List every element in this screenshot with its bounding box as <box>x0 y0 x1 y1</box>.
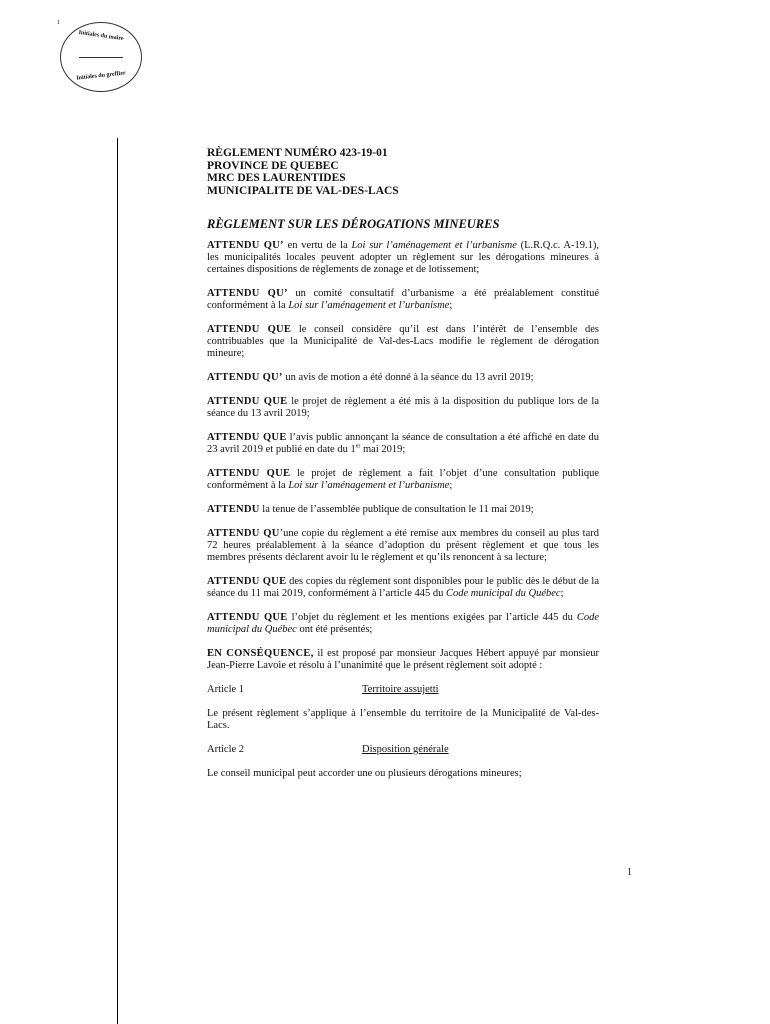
bottom-page-number: 1 <box>627 867 632 878</box>
paragraph-3: ATTENDU QUE le conseil considère qu’il est dans l’intérêt de l’ensemble des contribuables que la Municipalité de Val-des-Lacs modifie le règlement de dérogation mineure; <box>207 324 599 359</box>
article-1-label: Article 1 <box>207 684 245 695</box>
article-1-title: Territoire assujetti <box>362 684 439 695</box>
article-2-title: Disposition générale <box>362 744 449 755</box>
paragraph-9: ATTENDU QU’une copie du règlement a été remise aux membres du conseil au plus tard 72 heures préalablement à la séance d’adoption du présent règlement et que tous les membres présents déclarent avoir lu le règlement et qu’ils renoncent à sa lecture; <box>207 528 600 563</box>
article-2-label: Article 2 <box>207 744 245 755</box>
paragraph-6: ATTENDU QUE l’avis public annonçant la séance de consultation a été affiché en date du 23 avril 2019 et publié en date du 1er mai 2019; <box>207 432 599 455</box>
seal-mayor-initials: Initiales du maire <box>78 29 124 43</box>
document-title: RÈGLEMENT SUR LES DÉROGATIONS MINEURES <box>207 217 500 231</box>
paragraph-11: ATTENDU QUE l’objet du règlement et les mentions exigées par l’article 445 du Code municipal du Québec ont été présentés; <box>207 612 599 635</box>
header-line-2: PROVINCE DE QUEBEC <box>207 159 339 172</box>
initials-seal <box>60 22 142 92</box>
paragraph-1: ATTENDU QU’ en vertu de la Loi sur l’aménagement et l’urbanisme (L.R.Q.c. A-19.1), les municipalités locales peuvent adopter un règlement sur les dérogations mineures à certaines dispositions de règlements de zonage et de lotissement; <box>207 240 599 275</box>
document-body <box>207 147 599 792</box>
seal-clerk-initials: Initiales du greffier <box>76 70 126 82</box>
paragraph-7: ATTENDU QUE le projet de règlement a fait l’objet d’une consultation publique conformément à la Loi sur l’aménagement et l’urbanisme; <box>207 468 599 491</box>
paragraph-12: EN CONSÉQUENCE, il est proposé par monsieur Jacques Hébert appuyé par monsieur Jean-Pierre Lavoie et résolu à l’unanimité que le présent règlement soit adopté : <box>207 648 599 671</box>
top-page-number: 1 <box>57 20 60 26</box>
article-1-heading <box>207 684 599 698</box>
paragraph-13: Le présent règlement s’applique à l’ensemble du territoire de la Municipalité de Val-des-Lacs. <box>207 708 599 731</box>
margin-line <box>117 138 118 1024</box>
header-line-1: RÈGLEMENT NUMÉRO 423-19-01 <box>207 147 388 159</box>
seal-divider <box>79 57 123 58</box>
header-line-4: MUNICIPALITE DE VAL-DES-LACS <box>207 184 399 197</box>
header-line-3: MRC DES LAURENTIDES <box>207 172 346 184</box>
paragraph-2: ATTENDU QU’ un comité consultatif d’urbanisme a été préalablement constitué conformément à la Loi sur l’aménagement et l’urbanisme; <box>207 288 600 311</box>
article-2-heading <box>207 744 599 758</box>
paragraph-10: ATTENDU QUE des copies du règlement sont disponibles pour le public dès le début de la séance du 11 mai 2019, conformément à l’article 445 du Code municipal du Québec; <box>207 576 599 599</box>
paragraph-4: ATTENDU QU’ un avis de motion a été donné à la séance du 13 avril 2019; <box>207 372 534 383</box>
paragraph-14: Le conseil municipal peut accorder une ou plusieurs dérogations mineures; <box>207 768 522 779</box>
paragraph-5: ATTENDU QUE le projet de règlement a été mis à la disposition du publique lors de la séance du 13 avril 2019; <box>207 396 599 419</box>
paragraph-8: ATTENDU la tenue de l’assemblée publique de consultation le 11 mai 2019; <box>207 504 534 515</box>
